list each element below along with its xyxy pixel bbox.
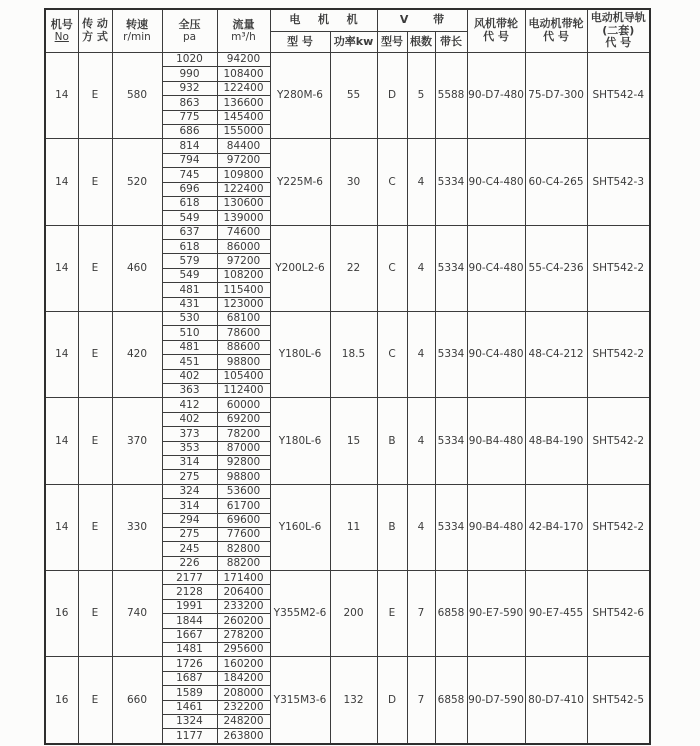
- motor-pulley-cell: 42-B4-170: [525, 484, 587, 570]
- header-speed: 转速 r/min: [112, 9, 162, 53]
- pressure-cell: 1177: [162, 729, 217, 744]
- flow-cell: 115400: [217, 283, 270, 297]
- pressure-cell: 1589: [162, 686, 217, 700]
- flow-cell: 122400: [217, 81, 270, 95]
- belt-length-cell: 5334: [435, 139, 467, 225]
- motor-power-cell: 15: [330, 398, 377, 484]
- motor-rail-cell: SHT542-2: [587, 225, 650, 311]
- flow-cell: 278200: [217, 628, 270, 642]
- flow-cell: 77600: [217, 527, 270, 541]
- motor-power-cell: 200: [330, 571, 377, 657]
- motor-power-cell: 18.5: [330, 312, 377, 398]
- flow-cell: 94200: [217, 53, 270, 67]
- motor-model-cell: Y180L-6: [270, 312, 330, 398]
- belt-length-cell: 5334: [435, 312, 467, 398]
- flow-cell: 88600: [217, 340, 270, 354]
- pressure-cell: 549: [162, 268, 217, 282]
- table-row: [45, 571, 650, 585]
- flow-cell: 87000: [217, 441, 270, 455]
- flow-cell: 69600: [217, 513, 270, 527]
- flow-cell: 78600: [217, 326, 270, 340]
- motor-power-cell: 30: [330, 139, 377, 225]
- flow-cell: 53600: [217, 484, 270, 498]
- machine-no-cell: 14: [45, 53, 78, 139]
- header-vbelt-model: 型号: [377, 32, 407, 53]
- pressure-cell: 637: [162, 225, 217, 239]
- flow-cell: 139000: [217, 211, 270, 225]
- table-row: [45, 484, 650, 498]
- pressure-cell: 412: [162, 398, 217, 412]
- motor-model-cell: Y160L-6: [270, 484, 330, 570]
- pressure-cell: 745: [162, 168, 217, 182]
- flow-cell: 208000: [217, 686, 270, 700]
- motor-rail-cell: SHT542-2: [587, 484, 650, 570]
- belt-length-cell: 5334: [435, 225, 467, 311]
- motor-power-cell: 22: [330, 225, 377, 311]
- header-flow: 流量 m³/h: [217, 9, 270, 53]
- pressure-cell: 402: [162, 369, 217, 383]
- pressure-cell: 686: [162, 124, 217, 138]
- pressure-cell: 481: [162, 283, 217, 297]
- pressure-cell: 794: [162, 153, 217, 167]
- drive-mode-cell: E: [78, 225, 112, 311]
- table-row: [45, 398, 650, 412]
- motor-pulley-cell: 48-C4-212: [525, 312, 587, 398]
- pressure-cell: 1844: [162, 614, 217, 628]
- pressure-cell: 431: [162, 297, 217, 311]
- motor-model-cell: Y355M2-6: [270, 571, 330, 657]
- belt-type-cell: B: [377, 484, 407, 570]
- pressure-cell: 226: [162, 556, 217, 570]
- flow-cell: 105400: [217, 369, 270, 383]
- pressure-cell: 863: [162, 96, 217, 110]
- flow-cell: 248200: [217, 714, 270, 728]
- pressure-cell: 245: [162, 542, 217, 556]
- flow-cell: 84400: [217, 139, 270, 153]
- machine-no-cell: 14: [45, 484, 78, 570]
- belt-count-cell: 4: [407, 312, 435, 398]
- pressure-cell: 1324: [162, 714, 217, 728]
- table-row: [45, 53, 650, 67]
- motor-pulley-cell: 55-C4-236: [525, 225, 587, 311]
- spec-table-body: [45, 53, 650, 744]
- fan-pulley-cell: 90-D7-480: [467, 53, 525, 139]
- fan-pulley-cell: 90-B4-480: [467, 484, 525, 570]
- pressure-cell: 530: [162, 312, 217, 326]
- header-motor-group: 电 机 机: [270, 9, 377, 32]
- flow-cell: 92800: [217, 455, 270, 469]
- flow-cell: 82800: [217, 542, 270, 556]
- flow-cell: 86000: [217, 240, 270, 254]
- belt-count-cell: 4: [407, 225, 435, 311]
- belt-length-cell: 5334: [435, 398, 467, 484]
- fan-pulley-cell: 90-D7-590: [467, 657, 525, 744]
- flow-cell: 263800: [217, 729, 270, 744]
- motor-rail-cell: SHT542-2: [587, 398, 650, 484]
- flow-cell: 97200: [217, 254, 270, 268]
- speed-cell: 740: [112, 571, 162, 657]
- pressure-cell: 1667: [162, 628, 217, 642]
- machine-no-cell: 16: [45, 571, 78, 657]
- pressure-cell: 314: [162, 455, 217, 469]
- pressure-cell: 373: [162, 427, 217, 441]
- pressure-cell: 618: [162, 240, 217, 254]
- pressure-cell: 1461: [162, 700, 217, 714]
- flow-cell: 98800: [217, 470, 270, 484]
- header-machine-no: [45, 9, 78, 53]
- fan-pulley-cell: 90-B4-480: [467, 398, 525, 484]
- pressure-cell: 402: [162, 412, 217, 426]
- pressure-cell: 451: [162, 355, 217, 369]
- speed-cell: 520: [112, 139, 162, 225]
- belt-length-cell: 5588: [435, 53, 467, 139]
- belt-type-cell: C: [377, 312, 407, 398]
- pressure-cell: 2128: [162, 585, 217, 599]
- pressure-cell: 2177: [162, 571, 217, 585]
- spec-table-header: [45, 9, 650, 53]
- belt-count-cell: 4: [407, 484, 435, 570]
- drive-mode-cell: E: [78, 53, 112, 139]
- belt-type-cell: B: [377, 398, 407, 484]
- motor-rail-cell: SHT542-3: [587, 139, 650, 225]
- flow-cell: 232200: [217, 700, 270, 714]
- header-machine-no-en: No: [54, 31, 69, 44]
- pressure-cell: 481: [162, 340, 217, 354]
- flow-cell: 136600: [217, 96, 270, 110]
- flow-cell: 78200: [217, 427, 270, 441]
- flow-cell: 60000: [217, 398, 270, 412]
- flow-cell: 88200: [217, 556, 270, 570]
- belt-length-cell: 6858: [435, 571, 467, 657]
- flow-cell: 74600: [217, 225, 270, 239]
- pressure-cell: 1687: [162, 671, 217, 685]
- flow-cell: 123000: [217, 297, 270, 311]
- flow-cell: 97200: [217, 153, 270, 167]
- motor-model-cell: Y200L2-6: [270, 225, 330, 311]
- belt-count-cell: 7: [407, 657, 435, 744]
- belt-type-cell: C: [377, 225, 407, 311]
- flow-cell: 233200: [217, 599, 270, 613]
- motor-power-cell: 11: [330, 484, 377, 570]
- speed-cell: 580: [112, 53, 162, 139]
- flow-cell: 98800: [217, 355, 270, 369]
- drive-mode-cell: E: [78, 139, 112, 225]
- speed-cell: 370: [112, 398, 162, 484]
- header-vbelt-group: V 带: [377, 9, 467, 32]
- flow-cell: 206400: [217, 585, 270, 599]
- header-vbelt-length: 带长: [435, 32, 467, 53]
- pressure-cell: 275: [162, 527, 217, 541]
- belt-type-cell: C: [377, 139, 407, 225]
- flow-cell: 171400: [217, 571, 270, 585]
- flow-cell: 68100: [217, 312, 270, 326]
- belt-length-cell: 6858: [435, 657, 467, 744]
- pressure-cell: 510: [162, 326, 217, 340]
- pressure-cell: 294: [162, 513, 217, 527]
- motor-rail-cell: SHT542-4: [587, 53, 650, 139]
- spec-table: [44, 8, 651, 745]
- flow-cell: 112400: [217, 383, 270, 397]
- motor-pulley-cell: 60-C4-265: [525, 139, 587, 225]
- flow-cell: 295600: [217, 643, 270, 657]
- header-drive-mode: 传 动 方 式: [78, 9, 112, 53]
- table-row: [45, 139, 650, 153]
- pressure-cell: 324: [162, 484, 217, 498]
- drive-mode-cell: E: [78, 657, 112, 744]
- flow-cell: 109800: [217, 168, 270, 182]
- pressure-cell: 353: [162, 441, 217, 455]
- table-row: [45, 312, 650, 326]
- flow-cell: 130600: [217, 196, 270, 210]
- motor-rail-cell: SHT542-6: [587, 571, 650, 657]
- pressure-cell: 1991: [162, 599, 217, 613]
- pressure-cell: 932: [162, 81, 217, 95]
- speed-cell: 460: [112, 225, 162, 311]
- flow-cell: 122400: [217, 182, 270, 196]
- motor-pulley-cell: 48-B4-190: [525, 398, 587, 484]
- flow-cell: 260200: [217, 614, 270, 628]
- header-vbelt-count: 根数: [407, 32, 435, 53]
- motor-pulley-cell: 80-D7-410: [525, 657, 587, 744]
- motor-power-cell: 132: [330, 657, 377, 744]
- pressure-cell: 275: [162, 470, 217, 484]
- flow-cell: 155000: [217, 124, 270, 138]
- belt-type-cell: D: [377, 657, 407, 744]
- machine-no-cell: 14: [45, 225, 78, 311]
- pressure-cell: 775: [162, 110, 217, 124]
- pressure-cell: 618: [162, 196, 217, 210]
- belt-count-cell: 4: [407, 398, 435, 484]
- belt-count-cell: 5: [407, 53, 435, 139]
- motor-model-cell: Y225M-6: [270, 139, 330, 225]
- motor-rail-cell: SHT542-2: [587, 312, 650, 398]
- pressure-cell: 1726: [162, 657, 217, 671]
- pressure-cell: 814: [162, 139, 217, 153]
- motor-pulley-cell: 90-E7-455: [525, 571, 587, 657]
- flow-cell: 69200: [217, 412, 270, 426]
- drive-mode-cell: E: [78, 312, 112, 398]
- drive-mode-cell: E: [78, 398, 112, 484]
- flow-cell: 108200: [217, 268, 270, 282]
- header-pressure: 全压 pa: [162, 9, 217, 53]
- table-row: [45, 225, 650, 239]
- speed-cell: 330: [112, 484, 162, 570]
- belt-type-cell: E: [377, 571, 407, 657]
- pressure-cell: 1481: [162, 643, 217, 657]
- motor-model-cell: Y315M3-6: [270, 657, 330, 744]
- belt-count-cell: 7: [407, 571, 435, 657]
- flow-cell: 61700: [217, 499, 270, 513]
- machine-no-cell: 14: [45, 312, 78, 398]
- fan-pulley-cell: 90-C4-480: [467, 225, 525, 311]
- header-motor-power: 功率kw: [330, 32, 377, 53]
- speed-cell: 420: [112, 312, 162, 398]
- machine-no-cell: 14: [45, 139, 78, 225]
- speed-cell: 660: [112, 657, 162, 744]
- motor-model-cell: Y280M-6: [270, 53, 330, 139]
- pressure-cell: 1020: [162, 53, 217, 67]
- flow-cell: 160200: [217, 657, 270, 671]
- motor-pulley-cell: 75-D7-300: [525, 53, 587, 139]
- header-motor-model: 型 号: [270, 32, 330, 53]
- fan-pulley-cell: 90-C4-480: [467, 139, 525, 225]
- header-motor-rail: 电动机导轨 (二套) 代 号: [587, 9, 650, 53]
- motor-rail-cell: SHT542-5: [587, 657, 650, 744]
- motor-model-cell: Y180L-6: [270, 398, 330, 484]
- belt-length-cell: 5334: [435, 484, 467, 570]
- flow-cell: 184200: [217, 671, 270, 685]
- table-row: [45, 657, 650, 671]
- pressure-cell: 549: [162, 211, 217, 225]
- flow-cell: 108400: [217, 67, 270, 81]
- fan-pulley-cell: 90-C4-480: [467, 312, 525, 398]
- pressure-cell: 363: [162, 383, 217, 397]
- header-fan-pulley: 风机带轮 代 号: [467, 9, 525, 53]
- machine-no-cell: 16: [45, 657, 78, 744]
- fan-pulley-cell: 90-E7-590: [467, 571, 525, 657]
- drive-mode-cell: E: [78, 484, 112, 570]
- belt-type-cell: D: [377, 53, 407, 139]
- pressure-cell: 696: [162, 182, 217, 196]
- header-machine-no-cn: 机号: [50, 17, 73, 31]
- flow-cell: 145400: [217, 110, 270, 124]
- motor-power-cell: 55: [330, 53, 377, 139]
- pressure-cell: 579: [162, 254, 217, 268]
- pressure-cell: 314: [162, 499, 217, 513]
- drive-mode-cell: E: [78, 571, 112, 657]
- header-motor-pulley: 电动机带轮 代 号: [525, 9, 587, 53]
- belt-count-cell: 4: [407, 139, 435, 225]
- pressure-cell: 990: [162, 67, 217, 81]
- machine-no-cell: 14: [45, 398, 78, 484]
